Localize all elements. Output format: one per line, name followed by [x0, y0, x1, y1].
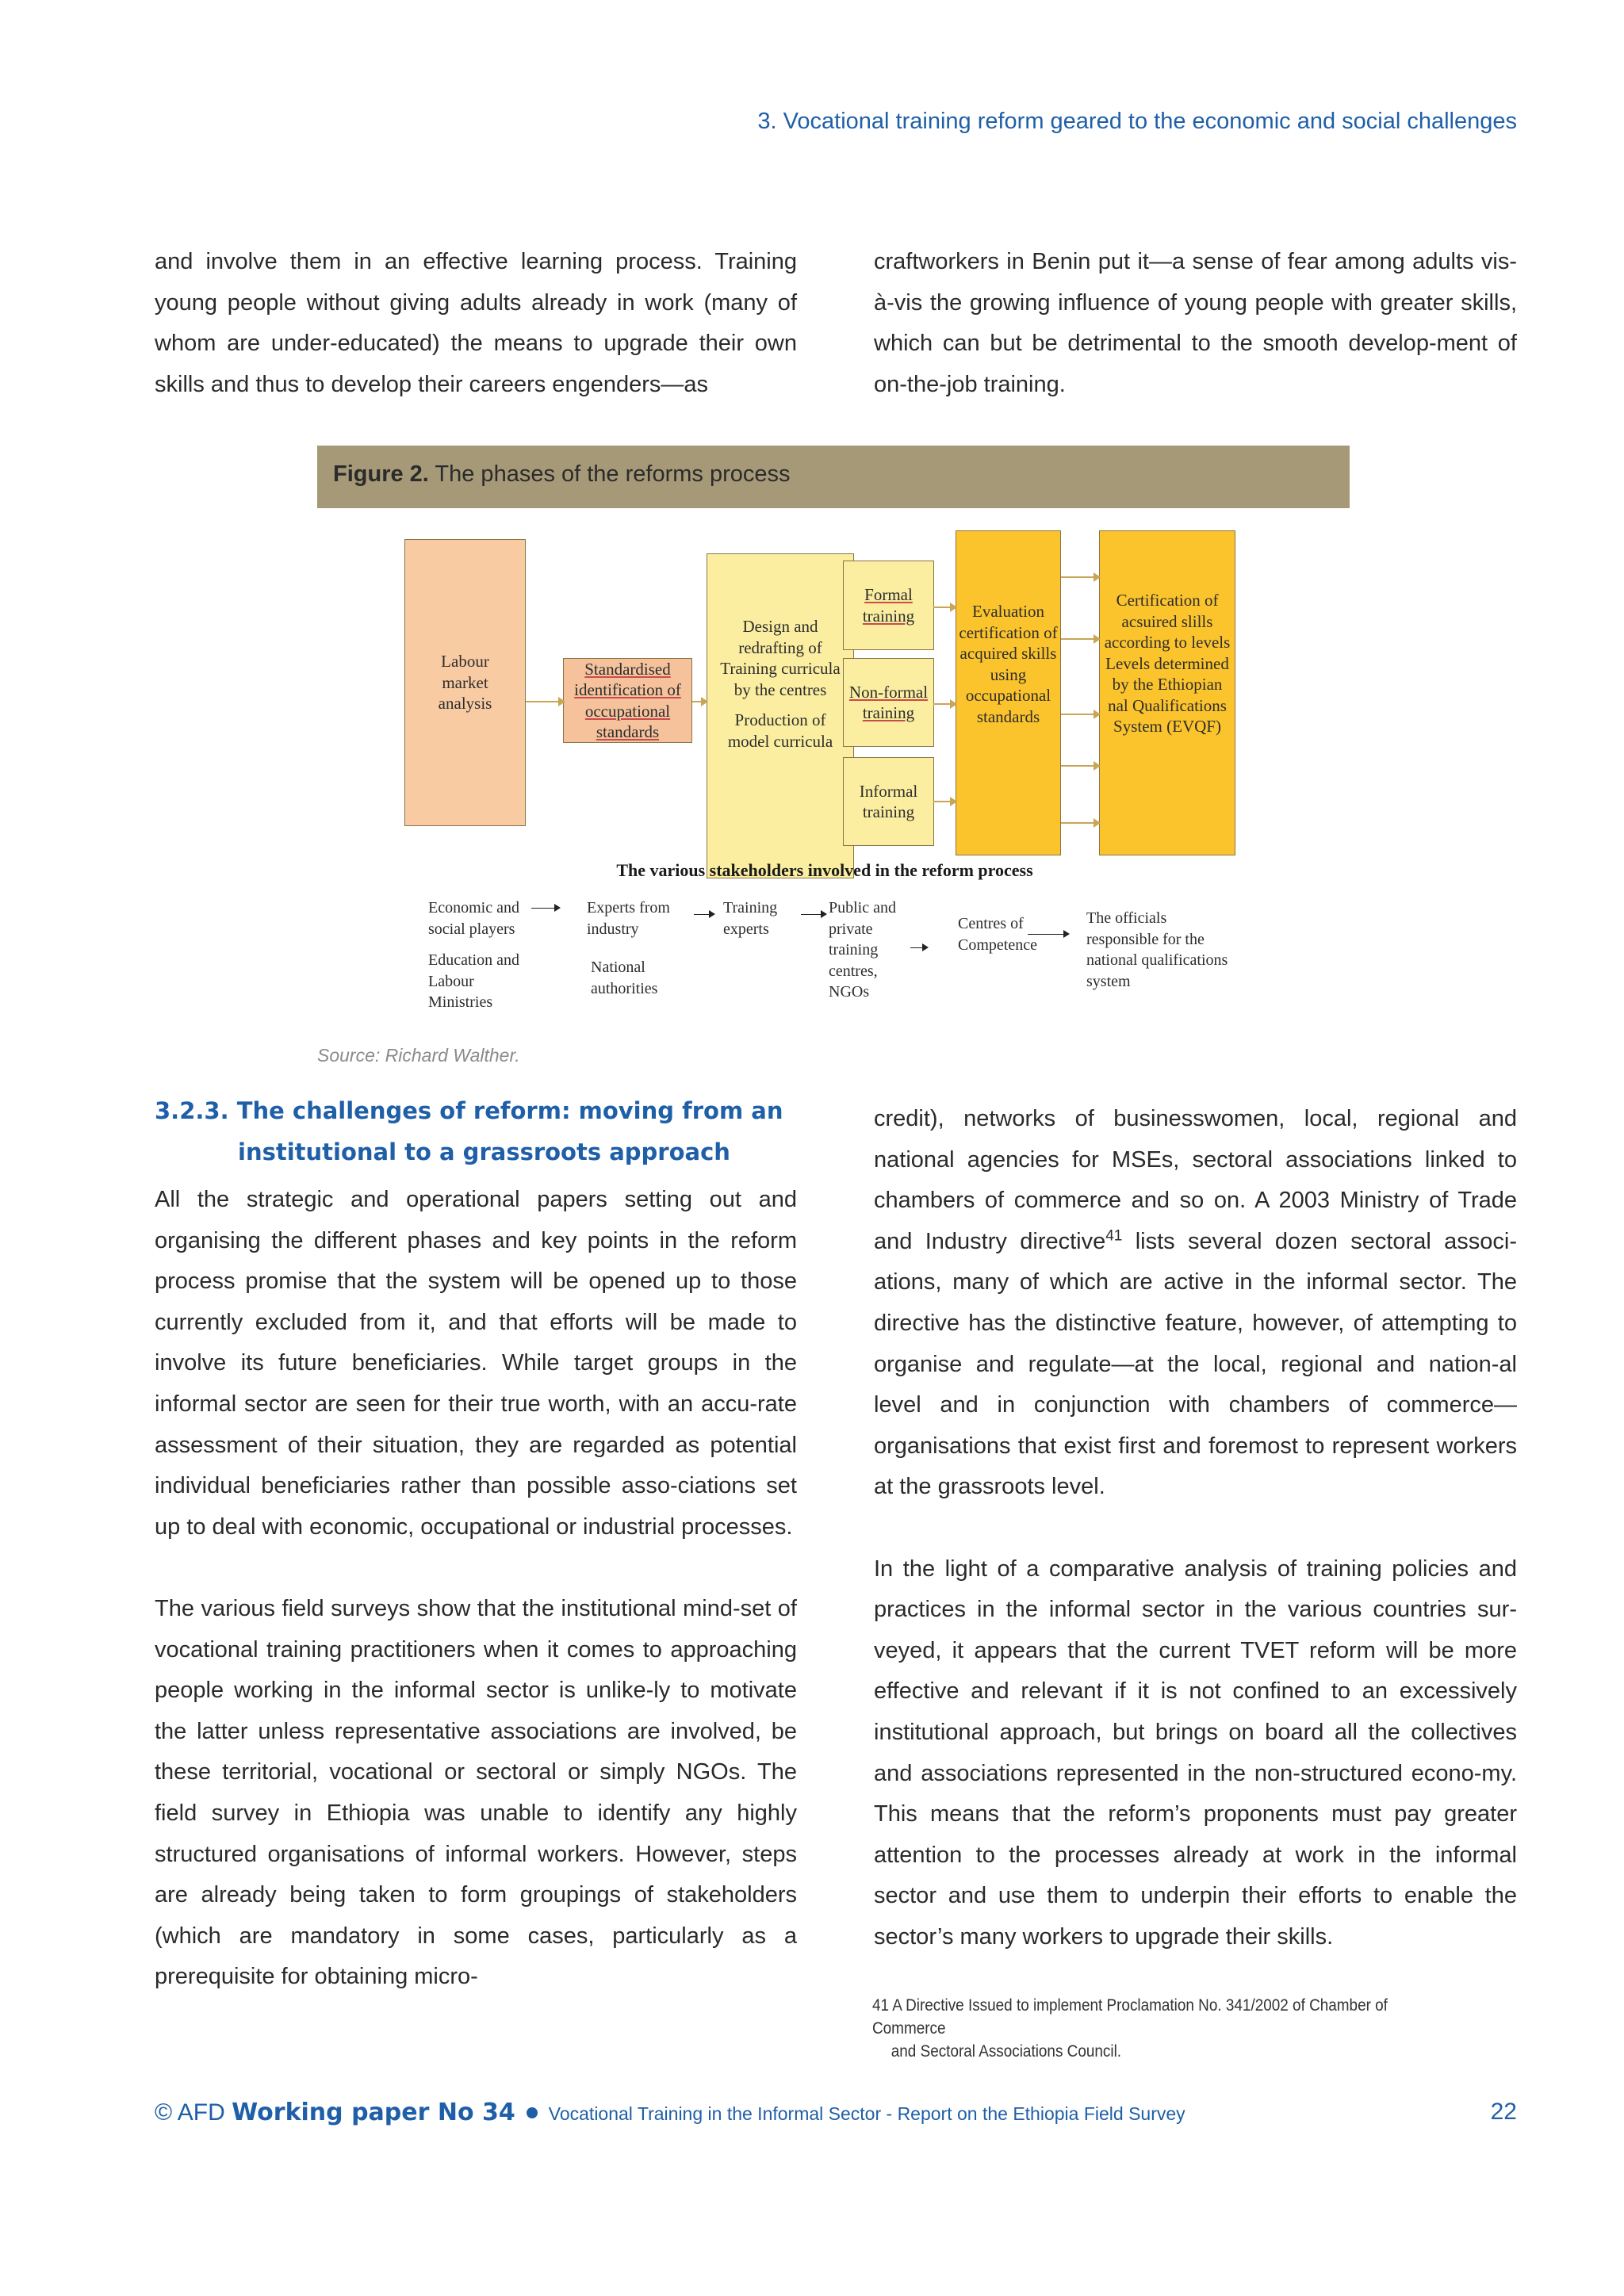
stakeholder-arrow-4 [910, 947, 925, 948]
top-right-paragraph: craftworkers in Benin put it—a sense of fear among adults vis-à-vis the growing influence of young people with greater skills, which can but be detrimental to the smooth develop-ment of on-the-job training. [874, 249, 1517, 397]
stakeholder-public-private-centres: Public and private training centres, NGOs [829, 899, 896, 1001]
footer-series: Working paper No 34 [232, 2099, 515, 2126]
figure-caption-bar [317, 446, 1350, 508]
right-column-body [874, 1099, 1517, 1957]
arrow-nonformal-to-evaluation [933, 703, 952, 705]
footer-description: Vocational Training in the Informal Sector - Report on the Ethiopia Field Survey [548, 2103, 1185, 2124]
stakeholder-officials: The officials responsible for the national qualifications system [1086, 909, 1228, 990]
arrow-evaluation-to-certification-4 [1061, 765, 1096, 767]
figure-label: Figure 2. [333, 461, 429, 487]
arrow-formal-to-evaluation [933, 607, 952, 608]
footnote [872, 1994, 1445, 2063]
arrow-evaluation-to-certification-5 [1061, 822, 1096, 824]
figure-source: Source: Richard Walther. [317, 1045, 520, 1066]
box-design-redrafting: Design and redrafting of Training curricula by the centres Production of model curricula [707, 553, 854, 878]
production-model-curricula: Production of model curricula [727, 710, 833, 751]
right-paragraph-1-end: lists several dozen sectoral associ-ations, many of which are active in the informal sector. The directive has the distinctive feature, however, of attempting to organise and regulate—at the local, regional and nation-al level and in conjunction with chambers of commerce— organisations that exist first and foremost to represent workers at the grassroots level. [874, 1228, 1517, 1500]
stakeholder-arrow-5 [1028, 934, 1066, 935]
running-header: 3. Vocational training reform geared to the economic and social challenges [757, 109, 1517, 134]
page-number: 22 [1490, 2099, 1517, 2125]
stakeholder-centres-of-competence: Centres of Competence [958, 915, 1037, 954]
left-paragraph-2: The various field surveys show that the institutional mind-set of vocational training practitioners when it comes to approaching people working in the informal sector is unlike-ly to motivate the latter unless representative associations are involved, be these territorial, vocational or sectoral or simply NGOs. The field survey in Ethiopia was unable to identify any highly structured organisations of informal workers. However, steps are already being taken to form groupings of stakeholders (which are mandatory in some cases, particularly as a prerequisite for obtaining micro- [155, 1595, 797, 1990]
arrow-evaluation-to-certification-1 [1061, 576, 1096, 578]
page-footer [155, 2099, 1185, 2126]
arrow-labour-to-standardised [526, 701, 561, 702]
reform-phases-diagram [396, 527, 1253, 1019]
box-certification-levels: Certification of acsuired slills according to levels Levels determined by the Ethiopian nal Qualifications System (EVQF) [1099, 530, 1235, 855]
figure-caption: The phases of the reforms process [435, 461, 791, 487]
section-number: 3.2.3. [155, 1097, 229, 1124]
left-paragraph-1: All the strategic and operational papers setting out and organising the different phases and key points in the reform process promise that the system will be opened up to those currently excluded from it, and that efforts will be made to involve its future beneficiaries. While target groups in the informal sector are seen for their true worth, with an accu-rate assessment of their situation, they are regarded as potential individual beneficiaries rather than possible asso-ciations set up to deal with economic, occupational or industrial processes. [155, 1187, 797, 1540]
stakeholder-arrow-2 [694, 914, 711, 915]
arrow-informal-to-evaluation [933, 801, 952, 802]
stakeholder-national-authorities: National authorities [591, 959, 658, 997]
section-title-line1: The challenges of reform: moving from an [236, 1097, 783, 1124]
right-paragraph-2: In the light of a comparative analysis of training policies and practices in the informal sector in the various countries sur-veyed, it appears that the current TVET reform will be more effective and relevant if it is not confined to an excessively institutional approach, but brings on board all the collectives and associations represented in the non-structured econo-my. This means that the reform’s proponents must pay greater attention to the processes already at work in the informal sector and use them to underpin their efforts to enable the sector’s many workers to upgrade their skills. [874, 1556, 1517, 1950]
stakeholder-experts-from-industry: Experts from industry [587, 899, 670, 938]
top-left-paragraph: and involve them in an effective learning process. Training young people without giving adults already in work (many of whom are under-educated) the means to upgrade their own skills and thus to develop their careers engenders—as [155, 249, 797, 397]
box-evaluation-certification: Evaluation certification of acquired skills using occupational standards [956, 530, 1061, 855]
arrow-evaluation-to-certification-3 [1061, 714, 1096, 715]
stakeholders-title: The various stakeholders involved in the reform process [616, 860, 1033, 880]
stakeholder-arrow-1 [531, 908, 557, 909]
arrow-standardised-to-design [692, 701, 703, 702]
section-heading [155, 1090, 805, 1173]
stakeholder-training-experts: Training experts [723, 899, 778, 938]
arrow-evaluation-to-certification-2 [1061, 638, 1096, 640]
box-informal-training: Informal training [843, 757, 934, 846]
stakeholder-arrow-3 [801, 914, 823, 915]
box-formal-training: Formal training [843, 561, 934, 650]
footer-bullet-icon [527, 2107, 538, 2118]
footnote-reference: 41 [1105, 1227, 1123, 1245]
box-non-formal-training: Non-formal training [843, 658, 934, 747]
footnote-line-2: and Sectoral Associations Council. [891, 2042, 1122, 2061]
box-standardised-identification: Standardised identification of occupational standards [563, 658, 692, 743]
section-title-line2: institutional to a grassroots approach [238, 1138, 730, 1165]
left-column-body [155, 1180, 797, 1998]
stakeholder-economic-social-players: Economic and social players [428, 899, 519, 938]
box-labour-market-analysis: Labour market analysis [404, 539, 526, 826]
stakeholder-education-labour-ministries: Education and Labour Ministries [428, 951, 519, 1011]
right-paragraph-1-start: credit), networks of businesswomen, local, regional and national agencies for MSEs, sectoral associations linked to chambers of commerce and so on. A 2003 Ministry of Trade and Industry directive [874, 1106, 1517, 1254]
footer-copyright: © AFD [155, 2099, 225, 2126]
footnote-line-1: 41 A Directive Issued to implement Proclamation No. 341/2002 of Chamber of Commerce [872, 1996, 1388, 2038]
